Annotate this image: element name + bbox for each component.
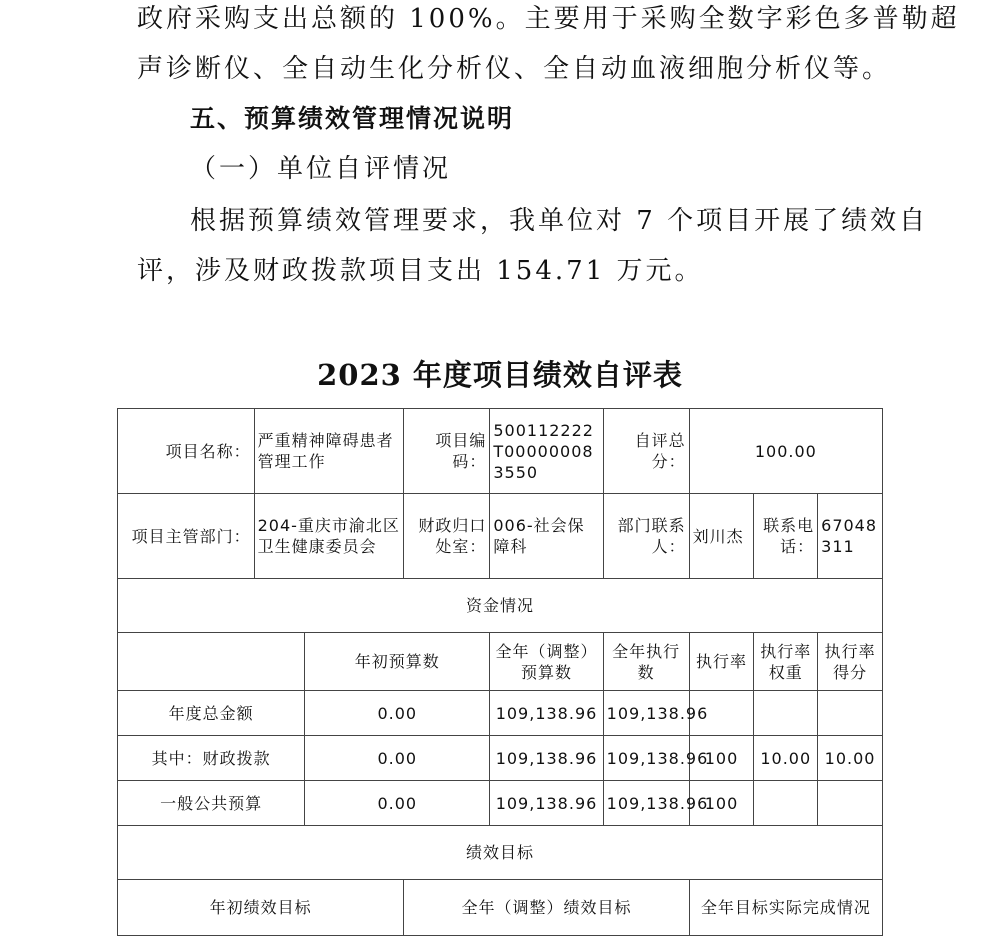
self-score: 100.00	[689, 409, 882, 494]
rate-cell: 100	[689, 781, 754, 826]
col-executed-header: 全年执行数	[603, 633, 689, 691]
adjusted-cell: 109,138.96	[490, 781, 603, 826]
project-code: 500112222T000000083550	[490, 409, 603, 494]
project-name: 严重精神障碍患者管理工作	[254, 409, 404, 494]
contact-value: 刘川杰	[689, 494, 754, 579]
table-row	[118, 579, 883, 633]
initial-cell: 0.00	[305, 781, 490, 826]
body-line-2: 声诊断仪、全自动生化分析仪、全自动血液细胞分析仪等。	[137, 54, 892, 84]
weight-cell: 10.00	[754, 736, 818, 781]
rate-cell: 100	[689, 736, 754, 781]
project-code-label: 项目编码：	[404, 409, 490, 494]
body-line-4: 评，涉及财政拨款项目支出 154.71 万元。	[137, 256, 704, 286]
empty-header-cell	[118, 633, 305, 691]
goals-section-heading: 绩效目标	[118, 826, 883, 880]
table-row	[118, 736, 883, 781]
row-label: 其中：财政拨款	[118, 736, 305, 781]
table-row	[118, 633, 883, 691]
body-line-3: 根据预算绩效管理要求，我单位对 7 个项目开展了绩效自	[190, 206, 929, 236]
dept-label: 项目主管部门：	[118, 494, 255, 579]
executed-cell: 109,138.96	[603, 736, 689, 781]
table-row	[118, 494, 883, 579]
row-label: 一般公共预算	[118, 781, 305, 826]
score-cell: 10.00	[818, 736, 883, 781]
table-row	[118, 781, 883, 826]
goal-actual-header: 全年目标实际完成情况	[689, 880, 882, 936]
initial-cell: 0.00	[305, 736, 490, 781]
adjusted-cell: 109,138.96	[490, 736, 603, 781]
dept-value: 204-重庆市渝北区卫生健康委员会	[254, 494, 404, 579]
table-row	[118, 409, 883, 494]
self-score-label: 自评总分：	[603, 409, 689, 494]
col-initial-header: 年初预算数	[305, 633, 490, 691]
table-row	[118, 880, 883, 936]
col-weight-header: 执行率权重	[754, 633, 818, 691]
funds-section-heading: 资金情况	[118, 579, 883, 633]
subsection-heading: （一）单位自评情况	[190, 154, 452, 184]
table-row	[118, 691, 883, 736]
row-label: 年度总金额	[118, 691, 305, 736]
section-heading: 五、预算绩效管理情况说明	[190, 104, 515, 133]
col-adjusted-header: 全年（调整）预算数	[490, 633, 603, 691]
goal-initial-header: 年初绩效目标	[118, 880, 404, 936]
table-title: 2023 年度项目绩效自评表	[317, 358, 683, 392]
weight-cell	[754, 691, 818, 736]
adjusted-cell: 109,138.96	[490, 691, 603, 736]
weight-cell	[754, 781, 818, 826]
table-row	[118, 826, 883, 880]
finance-office-value: 006-社会保障科	[490, 494, 603, 579]
body-line-1: 政府采购支出总额的 100%。主要用于采购全数字彩色多普勒超	[137, 4, 960, 34]
performance-table	[117, 408, 883, 936]
phone-value: 67048311	[818, 494, 883, 579]
finance-office-label: 财政归口处室：	[404, 494, 490, 579]
executed-cell: 109,138.96	[603, 781, 689, 826]
score-cell	[818, 781, 883, 826]
executed-cell: 109,138.96	[603, 691, 689, 736]
goal-adjusted-header: 全年（调整）绩效目标	[404, 880, 689, 936]
col-score-header: 执行率得分	[818, 633, 883, 691]
col-rate-header: 执行率	[689, 633, 754, 691]
initial-cell: 0.00	[305, 691, 490, 736]
contact-label: 部门联系人：	[603, 494, 689, 579]
score-cell	[818, 691, 883, 736]
project-name-label: 项目名称：	[118, 409, 255, 494]
phone-label: 联系电话：	[754, 494, 818, 579]
